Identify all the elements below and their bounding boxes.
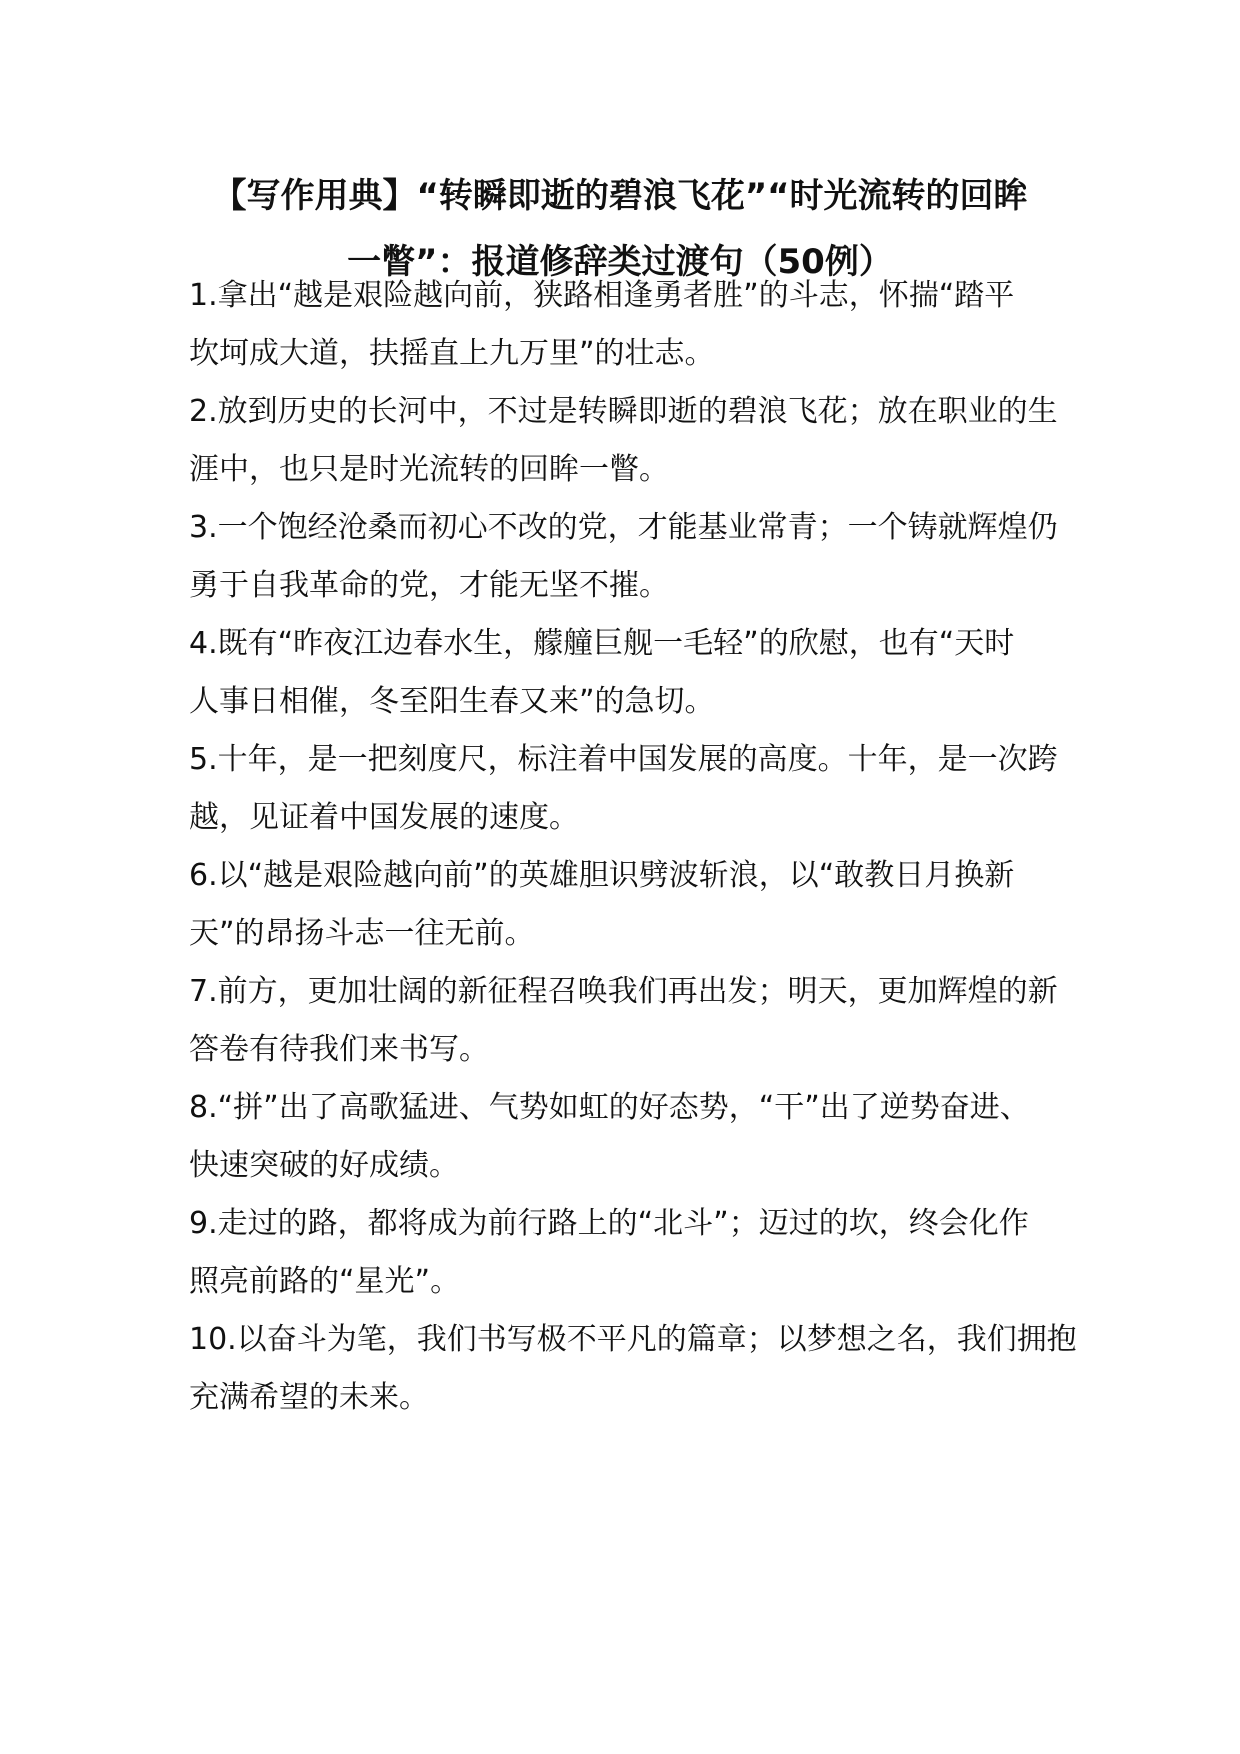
body-line-19: 10.以奋斗为笔，我们书写极不平凡的篇章；以梦想之名，我们拥抱 — [189, 1322, 1077, 1357]
body-line-11: 6.以“越是艰险越向前”的英雄胆识劈波斩浪，以“敢教日月换新 — [189, 858, 1015, 893]
body-line-8: 人事日相催，冬至阳生春又来”的急切。 — [189, 684, 715, 719]
body-line-2: 坎坷成大道，扶摇直上九万里”的壮志。 — [189, 336, 715, 371]
body-line-12: 天”的昂扬斗志一往无前。 — [189, 916, 535, 951]
body-line-5: 3.一个饱经沧桑而初心不改的党，才能基业常青；一个铸就辉煌仍 — [189, 510, 1058, 545]
body-line-9: 5.十年，是一把刻度尺，标注着中国发展的高度。十年，是一次跨 — [189, 742, 1058, 777]
body-line-4: 涯中，也只是时光流转的回眸一瞥。 — [189, 452, 669, 487]
body-line-3: 2.放到历史的长河中，不过是转瞬即逝的碧浪飞花；放在职业的生 — [189, 394, 1058, 429]
body-line-20: 充满希望的未来。 — [189, 1380, 429, 1415]
body-line-15: 8.“拼”出了高歌猛进、气势如虹的好态势，“干”出了逆势奋进、 — [189, 1090, 1030, 1125]
body-line-16: 快速突破的好成绩。 — [189, 1148, 459, 1183]
body-line-14: 答卷有待我们来书写。 — [189, 1032, 489, 1067]
body-line-18: 照亮前路的“星光”。 — [189, 1264, 461, 1299]
body-line-10: 越，见证着中国发展的速度。 — [189, 800, 579, 835]
document-title-line-1: 【写作用典】“转瞬即逝的碧浪飞花”“时光流转的回眸 — [212, 176, 1028, 216]
body-line-1: 1.拿出“越是艰险越向前，狭路相逢勇者胜”的斗志，怀揣“踏平 — [189, 278, 1015, 313]
document-title-line-2: 一瞥”：报道修辞类过渡句（50例） — [347, 242, 893, 282]
body-line-17: 9.走过的路，都将成为前行路上的“北斗”；迈过的坎，终会化作 — [189, 1206, 1029, 1241]
body-line-7: 4.既有“昨夜江边春水生，艨艟巨舰一毛轻”的欣慰，也有“天时 — [189, 626, 1015, 661]
body-line-6: 勇于自我革命的党，才能无坚不摧。 — [189, 568, 669, 603]
body-line-13: 7.前方，更加壮阔的新征程召唤我们再出发；明天，更加辉煌的新 — [189, 974, 1058, 1009]
